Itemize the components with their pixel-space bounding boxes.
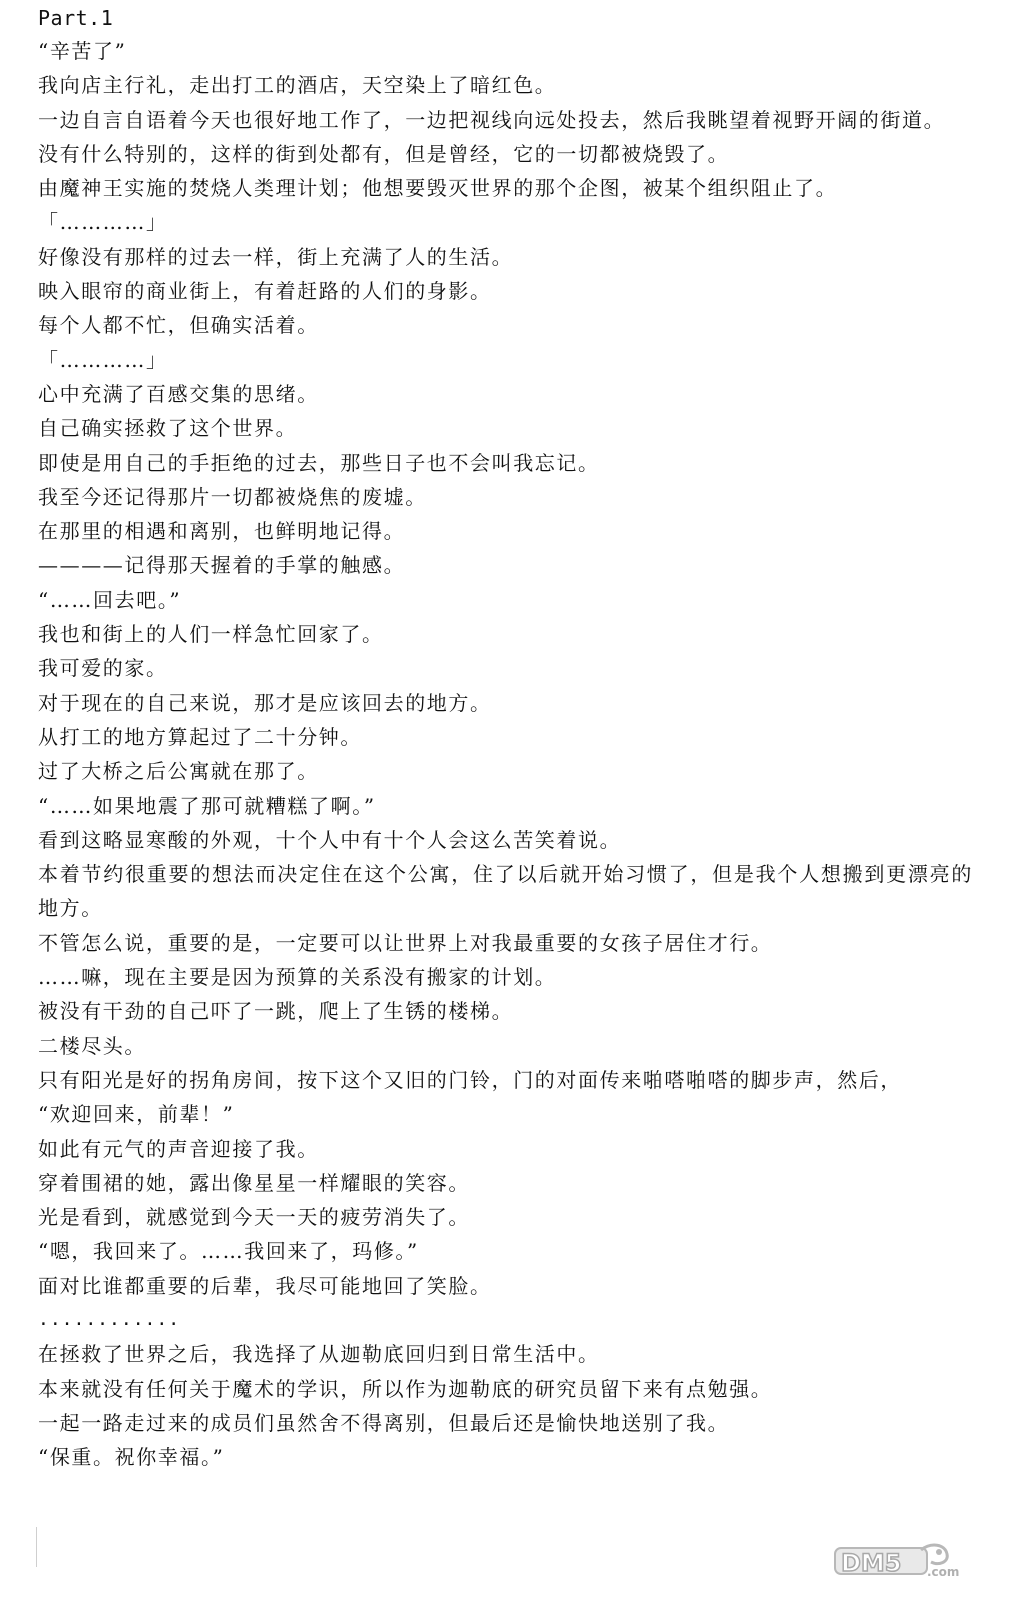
paragraph: 好像没有那样的过去一样，街上充满了人的生活。 [38, 244, 514, 269]
paragraph: 「…………」 [38, 210, 168, 235]
paragraph: 本来就没有任何关于魔术的学识，所以作为迦勒底的研究员留下来有点勉强。 [38, 1376, 773, 1401]
paragraph: 没有什么特别的，这样的街到处都有，但是曾经，它的一切都被烧毁了。 [38, 141, 730, 166]
paragraph: 过了大桥之后公寓就在那了。 [38, 759, 319, 784]
paragraph: 我可爱的家。 [38, 656, 168, 681]
paragraph: 对于现在的自己来说，那才是应该回去的地方。 [38, 690, 492, 715]
paragraph: 自己确实拯救了这个世界。 [38, 416, 298, 441]
paragraph: 二楼尽头。 [38, 1033, 146, 1058]
dm5-watermark-logo [833, 1542, 973, 1582]
text-column [38, 2, 973, 1474]
paragraph: ————记得那天握着的手掌的触感。 [38, 553, 406, 578]
watermark-text: DM5 [841, 1549, 902, 1577]
section-break: ............ [38, 1308, 181, 1330]
paragraph: 穿着围裙的她，露出像星星一样耀眼的笑容。 [38, 1170, 470, 1195]
paragraph: 如此有元气的声音迎接了我。 [38, 1136, 319, 1161]
paragraph: 我至今还记得那片一切都被烧焦的废墟。 [38, 484, 427, 509]
paragraph: “……回去吧。” [38, 587, 182, 612]
paragraph: 我也和街上的人们一样急忙回家了。 [38, 622, 384, 647]
watermark-suffix: .com [927, 1565, 960, 1579]
margin-mark [36, 1527, 37, 1567]
paragraph: 即使是用自己的手拒绝的过去，那些日子也不会叫我忘记。 [38, 450, 600, 475]
paragraph: 一边自言自语着今天也很好地工作了，一边把视线向远处投去，然后我眺望着视野开阔的街道。 [38, 107, 946, 132]
paragraph: 一起一路走过来的成员们虽然舍不得离别，但最后还是愉快地送别了我。 [38, 1410, 730, 1435]
paragraph: 只有阳光是好的拐角房间，按下这个又旧的门铃，门的对面传来啪嗒啪嗒的脚步声，然后， [38, 1067, 902, 1092]
paragraph: 「…………」 [38, 347, 168, 372]
paragraph: 每个人都不忙，但确实活着。 [38, 313, 319, 338]
paragraph: 从打工的地方算起过了二十分钟。 [38, 724, 362, 749]
paragraph: 在拯救了世界之后，我选择了从迦勒底回归到日常生活中。 [38, 1342, 600, 1367]
paragraph: 被没有干劲的自己吓了一跳，爬上了生锈的楼梯。 [38, 999, 514, 1024]
paragraph: “保重。祝你幸福。” [38, 1445, 225, 1470]
paragraph: 由魔神王实施的焚烧人类理计划；他想要毁灭世界的那个企图，被某个组织阻止了。 [38, 176, 838, 201]
paragraph: 不管怎么说，重要的是，一定要可以让世界上对我最重要的女孩子居住才行。 [38, 930, 773, 955]
paragraph: 本着节约很重要的想法而决定住在这个公寓，住了以后就开始习惯了，但是我个人想搬到更漂亮的地方。 [38, 862, 973, 921]
paragraph: 面对比谁都重要的后辈，我尽可能地回了笑脸。 [38, 1273, 492, 1298]
paragraph: 在那里的相遇和离别，也鲜明地记得。 [38, 519, 406, 544]
paragraph: 我向店主行礼，走出打工的酒店，天空染上了暗红色。 [38, 73, 557, 98]
part-heading: Part.1 [38, 6, 114, 30]
paragraph: 看到这略显寒酸的外观，十个人中有十个人会这么苦笑着说。 [38, 827, 622, 852]
paragraph: ……嘛，现在主要是因为预算的关系没有搬家的计划。 [38, 965, 557, 990]
paragraph: 心中充满了百感交集的思绪。 [38, 381, 319, 406]
paragraph: 映入眼帘的商业街上，有着赶路的人们的身影。 [38, 279, 492, 304]
paragraph: “……如果地震了那可就糟糕了啊。” [38, 793, 376, 818]
paragraph: “嗯，我回来了。……我回来了，玛修。” [38, 1239, 419, 1264]
paragraph: “辛苦了” [38, 39, 127, 63]
paragraph: 光是看到，就感觉到今天一天的疲劳消失了。 [38, 1205, 470, 1230]
paragraph: “欢迎回来，前辈！” [38, 1102, 235, 1127]
